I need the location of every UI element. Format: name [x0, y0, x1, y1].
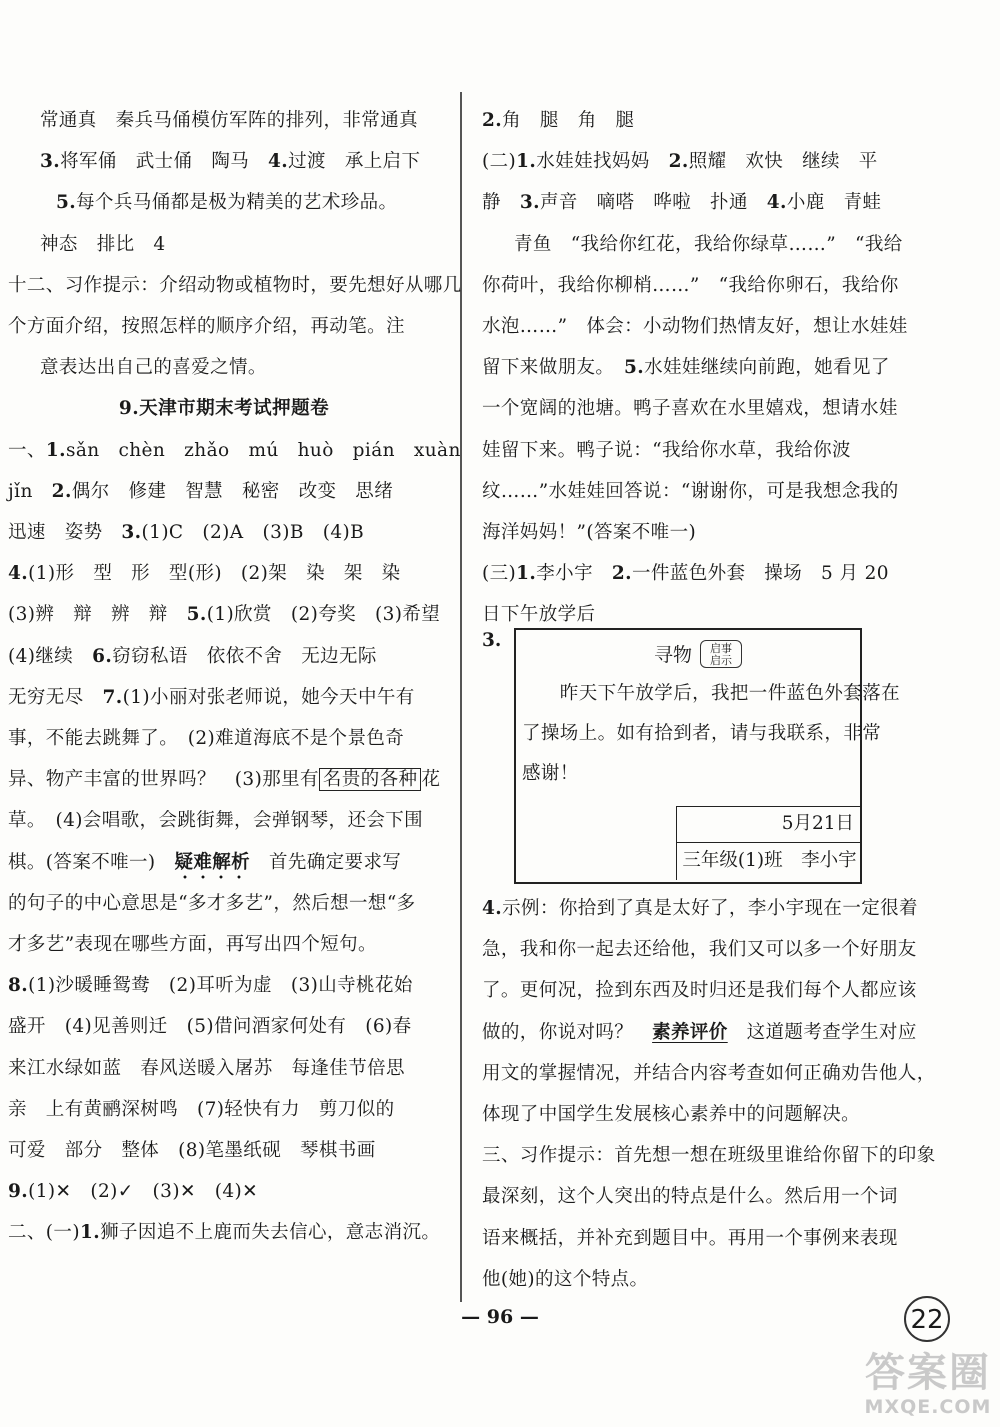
- text-span: 偶尔 修建 智慧 秘密 改变 思绪: [71, 480, 394, 502]
- left_lines-line: [8, 883, 440, 924]
- text-span: 十二、习作提示：介绍动物或植物时，要先想好从哪几: [8, 274, 462, 296]
- text-span: 5.: [186, 604, 207, 626]
- text-span: 你荷叶，我给你柳梢……” “我给你卵石，我给你: [482, 274, 899, 296]
- text-span: 急，我和你一起去还给他，我们又可以多一个好朋友: [482, 939, 917, 961]
- text-span: (1)小丽对张老师说，她今天中午有: [122, 686, 415, 708]
- right_lines-line: [482, 553, 892, 594]
- text-span: 个方面介绍，按照怎样的顺序介绍，再动笔。注: [8, 316, 405, 338]
- text-span: 静: [482, 192, 520, 214]
- text-span: 3.: [519, 192, 540, 214]
- text-span: 狮子因追不上鹿而失去信心，意志消沉。: [100, 1222, 441, 1244]
- text-span: 窃窃私语 依依不舍 无边无际: [112, 645, 377, 667]
- text-span: 1.: [45, 439, 66, 461]
- right_lines-line: [482, 265, 899, 306]
- left_lines-line: [8, 842, 440, 883]
- right_lines_2-line: [482, 970, 917, 1011]
- text-span: 海洋妈妈！”(答案不唯一): [482, 522, 697, 544]
- left_lines-line: [8, 1048, 440, 1089]
- text-span: 一件蓝色外套 操场 5 月 20: [632, 563, 889, 585]
- text-span: 5.: [56, 192, 77, 214]
- text-span: 做的，你说对吗？: [482, 1021, 653, 1043]
- text-span: 水娃娃找妈妈: [536, 151, 669, 173]
- right_lines_2-line: [482, 888, 918, 929]
- text-span: 这道题考查学生对应: [727, 1021, 917, 1043]
- text-span: 过渡 承上启下: [288, 151, 421, 173]
- text-span: (1)形 型 形 型(形) (2)架 染 架 染: [28, 563, 401, 585]
- site-watermark: [862, 1350, 994, 1422]
- right_lines-line: [482, 306, 908, 347]
- text-span: (1)欣赏 (2)夸奖 (3)希望: [206, 604, 441, 626]
- text-span: 事，不能去跳舞了。 (2)难道海底不是个景色奇: [8, 728, 405, 750]
- notice-body-line: 了操场上。如有拾到者，请与我联系，非常: [522, 723, 882, 744]
- text-span: 7.: [102, 686, 123, 708]
- text-span: 3.: [40, 151, 61, 173]
- text-span: 无穷无尽: [8, 686, 103, 708]
- text-span: 棋。(答案不唯一): [8, 851, 175, 873]
- watermark-logo-text: 答案圈: [865, 1350, 991, 1396]
- right_lines-line: [482, 388, 898, 429]
- correction-mark: [700, 640, 742, 668]
- left_lines-line: [8, 800, 440, 841]
- notice-body-line: 昨天下午放学后，我把一件蓝色外套落在: [522, 683, 901, 704]
- right_lines_2-line: [482, 1012, 917, 1053]
- text-span: 每个兵马俑都是极为精美的艺术珍品。: [76, 192, 398, 214]
- text-span: (3)辨 辩 辨 辩: [8, 604, 187, 626]
- inserted-text-box: 名贵的各种: [319, 768, 422, 791]
- left_lines-line: [8, 965, 440, 1006]
- right_lines-line: [482, 224, 903, 265]
- watermark-url: MXQE.COM: [864, 1396, 992, 1418]
- right_lines_2-line: [482, 1094, 892, 1135]
- text-span: 娃留下来。鸭子说：“我给你水草，我给你波: [482, 439, 851, 461]
- text-span: 最深刻，这个人突出的特点是什么。然后用一个词: [482, 1186, 898, 1208]
- text-span: 2.: [611, 563, 632, 585]
- left_lines-line: [8, 553, 440, 594]
- text-span: 日下午放学后: [482, 604, 596, 626]
- text-span: 一个宽阔的池塘。鸭子喜欢在水里嬉戏，想请水娃: [482, 398, 898, 420]
- page-number: — 96 —: [461, 1306, 539, 1328]
- left_lines-line: [8, 182, 440, 223]
- text-span: 小鹿 青蛙: [786, 192, 882, 214]
- notice-date: 5月21日: [676, 806, 862, 842]
- text-span: 李小宇: [536, 563, 612, 585]
- text-span: 青鱼 “我给你红花，我给你绿草……” “我给: [514, 233, 903, 255]
- right_lines_2-line: [482, 1176, 898, 1217]
- text-span: 首先确定要求写: [250, 851, 402, 873]
- left_lines-line: [8, 430, 461, 471]
- correction-mark-top: 启事: [710, 642, 732, 655]
- text-span: (1)C (2)A (3)B (4)B: [141, 522, 365, 544]
- left_lines-line: [8, 759, 440, 800]
- right_lines-line: [482, 471, 899, 512]
- left_lines-line: [8, 347, 440, 388]
- text-span: 了。更何况，捡到东西及时归还是我们每个人都应该: [482, 980, 917, 1002]
- text-span: sǎn chèn zhǎo mú huò pián xuàn: [65, 439, 461, 461]
- left_lines-line: [8, 141, 440, 182]
- text-span: 花: [421, 769, 441, 791]
- text-span: 用文的掌握情况，并结合内容考查如何正确劝告他人，: [482, 1062, 936, 1084]
- left_lines-line: [8, 388, 440, 429]
- notice-title: 寻物: [654, 644, 693, 666]
- right_lines-line: [482, 100, 892, 141]
- text-span: 将军俑 武士俑 陶马: [60, 151, 269, 173]
- left_lines-line: [8, 677, 440, 718]
- section-tag: 素养评价: [652, 1021, 728, 1043]
- text-span: 4.: [268, 151, 289, 173]
- right_lines_2-line: [482, 1259, 892, 1300]
- left_lines-line: [8, 1089, 440, 1130]
- text-span: 来江水绿如蓝 春风送暖入屠苏 每逢佳节倍思: [8, 1057, 405, 1079]
- text-span: 异、物产丰富的世界吗？ (3)那里有: [8, 769, 319, 791]
- left_lines-line: [8, 636, 440, 677]
- text-span: 角 腿 角 腿: [502, 110, 635, 131]
- text-span: 才多艺”表现在哪些方面，再写出四个短句。: [8, 934, 377, 956]
- left_lines-line: [8, 224, 440, 265]
- left_lines-line: [8, 306, 440, 347]
- notice-signature: 三年级(1)班 李小宇: [676, 842, 862, 880]
- text-span: 声音 嘀嗒 哗啦 扑通: [539, 192, 767, 214]
- text-span: (4)继续: [8, 645, 93, 667]
- left_lines-line: [8, 1130, 440, 1171]
- right-column: [482, 100, 908, 636]
- left_lines-line: [8, 471, 440, 512]
- text-span: 可爱 部分 整体 (8)笔墨纸砚 琴棋书画: [8, 1140, 376, 1162]
- text-span: (二): [482, 151, 517, 173]
- right_lines-line: [482, 347, 892, 388]
- text-span: 亲 上有黄鹂深树鸣 (7)轻快有力 剪刀似的: [8, 1098, 395, 1120]
- text-span: jǐn: [8, 480, 52, 502]
- text-span: 3.: [121, 522, 142, 544]
- text-span: 1.: [516, 563, 537, 585]
- text-span: 1.: [79, 1222, 101, 1244]
- notice-body: [522, 674, 901, 794]
- left_lines-line: [8, 1006, 440, 1047]
- text-span: (三): [482, 563, 517, 585]
- text-span: 体现了中国学生发展核心素养中的问题解决。: [482, 1104, 861, 1126]
- text-span: 的句子的中心意思是“多才多艺”，然后想一想“多: [8, 892, 416, 914]
- text-span: 8.: [8, 975, 29, 997]
- text-span: 二、(一): [8, 1222, 80, 1244]
- right_lines-line: [482, 141, 892, 182]
- notice-body-line: 感谢！: [522, 763, 579, 784]
- left_lines-line: [8, 265, 462, 306]
- text-span: 纹……”水娃娃回答说：“谢谢你，可是我想念我的: [482, 480, 899, 502]
- text-span: 4.: [766, 192, 787, 214]
- text-span: 语来概括，并补充到题目中。再用一个事例来表现: [482, 1227, 898, 1249]
- text-span: 水娃娃继续向前跑，她看见了: [644, 357, 890, 379]
- left-column: [8, 100, 462, 1254]
- left_lines-line: [8, 594, 440, 635]
- text-span: 常通真 秦兵马俑模仿军阵的排列，非常通真: [40, 110, 419, 131]
- right_lines-line: [482, 182, 892, 223]
- correction-mark-bottom: 启示: [710, 654, 732, 667]
- circled-section-number: 22: [904, 1296, 950, 1342]
- text-span: 2.: [51, 480, 72, 502]
- text-span: 2.: [668, 151, 689, 173]
- text-span: 4.: [8, 563, 29, 585]
- text-span: 三、习作提示：首先想一想在班级里谁给你留下的印象: [482, 1145, 936, 1167]
- notice-question-number: 3.: [482, 630, 502, 651]
- text-span: 留下来做朋友。: [482, 357, 624, 379]
- right_lines_2-line: [482, 1053, 936, 1094]
- right-column-lower: [482, 888, 936, 1300]
- text-span: 1.: [516, 151, 537, 173]
- text-span: 2.: [482, 110, 503, 131]
- section-tag: 疑难解析: [174, 851, 251, 873]
- left_lines-line: [8, 100, 440, 141]
- text-span: 示例：你拾到了真是太好了，李小宇现在一定很着: [502, 898, 918, 919]
- notice-signature-rule: [676, 806, 862, 807]
- text-span: 神态 排比 4: [40, 233, 166, 255]
- right_lines_2-line: [482, 1218, 898, 1259]
- text-span: 一、: [8, 439, 46, 461]
- left_lines-line: [8, 512, 440, 553]
- left_lines-line: [8, 1212, 440, 1253]
- left_lines-line: [8, 924, 440, 965]
- right_lines-line: [482, 512, 892, 553]
- right_lines_2-line: [482, 1135, 936, 1176]
- text-span: 他(她)的这个特点。: [482, 1268, 649, 1290]
- text-span: 意表达出自己的喜爱之情。: [40, 357, 267, 379]
- text-span: 盛开 (4)见善则迁 (5)借问酒家何处有 (6)春: [8, 1016, 412, 1038]
- left_lines-line: [8, 718, 440, 759]
- text-span: 草。 (4)会唱歌，会跳街舞，会弹钢琴，还会下围: [8, 810, 424, 832]
- text-span: 4.: [482, 898, 503, 919]
- text-span: 照耀 欢快 继续 平: [688, 151, 878, 173]
- right_lines-line: [482, 430, 892, 471]
- text-span: 9.天津市期末考试押题卷: [118, 398, 330, 420]
- text-span: (1)✕ (2)✓ (3)✕ (4)✕: [28, 1181, 259, 1203]
- column-divider: [460, 92, 462, 1302]
- text-span: 迅速 姿势: [8, 522, 122, 544]
- text-span: (1)沙暖睡鸳鸯 (2)耳听为虚 (3)山寺桃花始: [28, 975, 413, 997]
- text-span: 5.: [623, 357, 645, 379]
- right_lines_2-line: [482, 929, 917, 970]
- text-span: 水泡……” 体会：小动物们热情友好，想让水娃娃: [482, 316, 908, 338]
- text-span: 9.: [8, 1181, 29, 1203]
- left_lines-line: [8, 1171, 440, 1212]
- lost-item-notice: [514, 628, 901, 884]
- text-span: 6.: [92, 645, 113, 667]
